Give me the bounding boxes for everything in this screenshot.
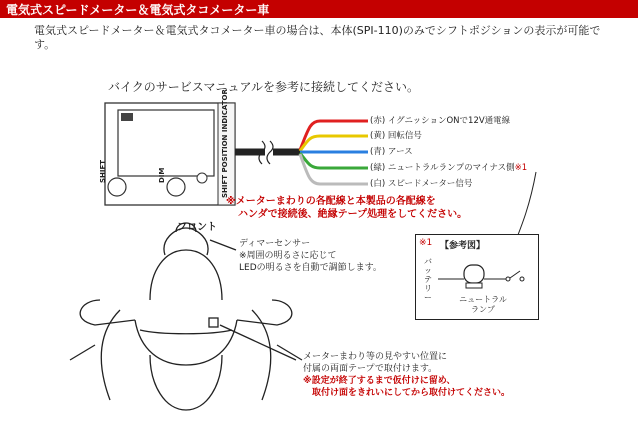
- mount-line-1: メーターまわり等の見やすい位置に: [303, 352, 448, 362]
- mount-warning-line-2: 取付け面をきれいにしてから取付けてください。: [303, 388, 511, 398]
- dim-label: DIM: [158, 167, 166, 183]
- shift-button: [108, 178, 126, 196]
- wire-yellow-text: 回転信号: [387, 131, 422, 141]
- front-label: フロント: [177, 222, 217, 233]
- wire-yellow: [300, 136, 368, 151]
- battery-label: バッテリー: [424, 257, 432, 302]
- mount-note: [303, 351, 447, 375]
- wire-green-tag: (緑): [370, 163, 386, 173]
- intro-text: 電気式スピードメーター＆電気式タコメーター車の場合は、本体(SPI-110)のみでシフトポジションの表示が可能です。: [34, 24, 601, 51]
- wire-blue-text: アース: [387, 147, 413, 157]
- device-logo: [121, 113, 133, 121]
- wire-green-text: ニュートラルランプのマイナス側: [387, 163, 515, 173]
- dimmer-line-1: ディマーセンサー: [239, 239, 311, 249]
- wire-label-white: [370, 179, 472, 189]
- page-title: 電気式スピードメーター＆電気式タコメーター車: [6, 3, 270, 17]
- wire-green: [300, 153, 368, 168]
- wire-red-tag: (赤): [370, 116, 386, 126]
- dimmer-sensor-dot: [197, 173, 207, 183]
- wire-red-text: イグニッションONで12V通電線: [387, 116, 511, 126]
- dimmer-line-2: ※周囲の明るさに応じて: [239, 251, 337, 261]
- device-side-label: SHIFT POSITION INDICATOR: [221, 89, 229, 198]
- lamp-label-line-1: ニュートラル: [459, 295, 507, 304]
- wire-label-green: [370, 163, 527, 173]
- wire-label-blue: [370, 147, 413, 157]
- wire-label-red: [370, 116, 510, 126]
- diagram-title: バイクのサービスマニュアルを参考に接続してください。: [108, 80, 420, 94]
- wire-green-mark: ※1: [514, 163, 528, 173]
- solder-warning: [226, 195, 467, 221]
- wire-white-text: スピードメーター信号: [387, 179, 473, 189]
- wire-blue-tag: (青): [370, 147, 386, 157]
- dim-button: [167, 178, 185, 196]
- mount-warning-line-1: ※設定が終了するまで仮付けに留め、: [303, 376, 456, 386]
- reference-title: 【参考図】: [440, 241, 486, 251]
- mount-warning: [303, 375, 510, 399]
- shift-label: SHIFT: [99, 159, 107, 183]
- dimmer-note: [239, 238, 382, 274]
- dimmer-line-3: LEDの明るさを自動で調節します。: [239, 263, 382, 273]
- solder-warning-line-1: ※メーターまわりの各配線と本製品の各配線を: [226, 196, 436, 207]
- reference-diagram: [415, 234, 539, 320]
- cable-break-right: [267, 141, 273, 164]
- wire-white-tag: (白): [370, 179, 386, 189]
- neutral-lamp-icon: [464, 265, 484, 283]
- wire-label-yellow: [370, 131, 422, 141]
- switch-icon: [510, 271, 520, 278]
- mount-line-2: 付属の両面テープで取付けます。: [303, 364, 438, 374]
- reference-mark: ※1: [419, 238, 433, 248]
- neutral-lamp-label: [456, 295, 510, 315]
- wire-yellow-tag: (黄): [370, 131, 386, 141]
- lamp-label-line-2: ランプ: [471, 305, 495, 314]
- solder-warning-line-2: ハンダで接続後、絶縁テープ処理をしてください。: [238, 209, 468, 220]
